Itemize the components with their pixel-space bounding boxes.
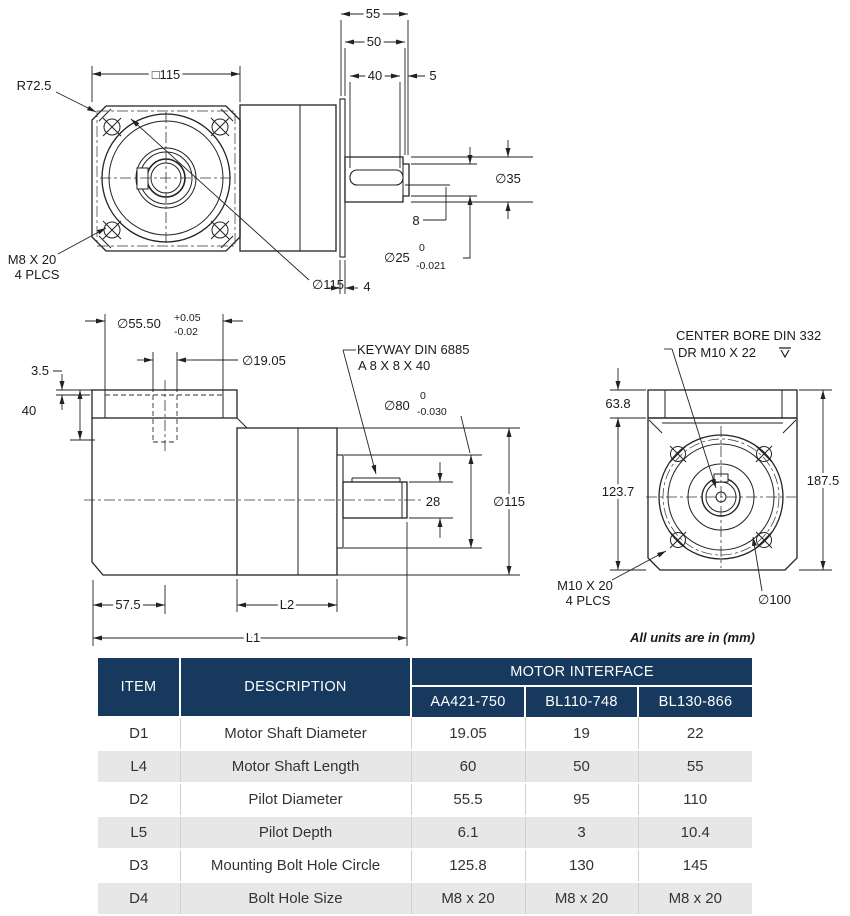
header-model-bl130-866: BL130-866	[638, 686, 752, 717]
side-flange-len-label: 40	[21, 403, 37, 418]
cell-value: 55.5	[411, 783, 525, 816]
rear-bolt-note-line2: 4 PLCS	[565, 593, 611, 608]
side-pilot-tol-lower: -0.02	[174, 326, 198, 338]
front-bolt-note-line2: 4 PLCS	[14, 267, 60, 282]
rear-view-geometry	[646, 390, 797, 570]
side-pilot-dia-label: ∅55.50	[117, 316, 161, 331]
top-end-dia-tol-lower: -0.021	[416, 260, 446, 272]
top-end-dia-tol-upper: 0	[419, 242, 425, 254]
rear-top-height-label: 63.8	[605, 396, 631, 411]
table-row-d4	[98, 882, 752, 915]
cell-description: Motor Shaft Length	[180, 750, 411, 783]
motor-interface-table	[98, 658, 752, 916]
cell-value: M8 x 20	[411, 882, 525, 915]
cell-value: 145	[638, 849, 752, 882]
header-item: ITEM	[98, 658, 180, 717]
side-dim-l1: L1	[245, 630, 261, 645]
cell-value: 125.8	[411, 849, 525, 882]
keyway-note-line1: KEYWAY DIN 6885	[357, 342, 470, 357]
cell-item: D1	[98, 717, 180, 750]
front-corner-radius-label: R72.5	[16, 78, 52, 93]
keyway-note-line2: A 8 X 8 X 40	[358, 358, 431, 373]
cell-value: 19.05	[411, 717, 525, 750]
cell-value: 50	[525, 750, 638, 783]
cell-description: Motor Shaft Diameter	[180, 717, 411, 750]
side-out-pilot-tol-lower: -0.030	[417, 406, 447, 418]
table-row-d1	[98, 717, 752, 750]
top-view-geometry	[240, 99, 409, 257]
table-row-d2	[98, 783, 752, 816]
cell-value: 3	[525, 816, 638, 849]
cell-value: 130	[525, 849, 638, 882]
table-header-row-group	[98, 658, 752, 686]
rear-bore-note-line1: CENTER BORE DIN 332	[676, 328, 822, 343]
cell-item: L4	[98, 750, 180, 783]
rear-lower-height-label: 123.7	[601, 484, 635, 499]
cell-value: 10.4	[638, 816, 752, 849]
table-row-l5	[98, 816, 752, 849]
top-shaft-dia-label: ∅35	[495, 171, 521, 186]
cell-description: Pilot Diameter	[180, 783, 411, 816]
cell-description: Pilot Depth	[180, 816, 411, 849]
cell-item: D4	[98, 882, 180, 915]
side-housing-dia-label: ∅115	[492, 494, 526, 509]
cell-value: 19	[525, 717, 638, 750]
header-model-bl110-748: BL110-748	[525, 686, 638, 717]
cell-description: Mounting Bolt Hole Circle	[180, 849, 411, 882]
depth-symbol	[779, 348, 791, 357]
front-view-dimensions	[56, 66, 309, 280]
front-view-geometry	[92, 106, 240, 251]
top-dim-shaft: 50	[366, 34, 382, 49]
header-model-aa421-750: AA421-750	[411, 686, 525, 717]
top-plate-thickness-label: 4	[363, 279, 371, 294]
front-square-dim-label: □115	[151, 67, 181, 82]
side-pilot-tol-upper: +0.05	[174, 312, 201, 324]
cell-value: M8 x 20	[638, 882, 752, 915]
cell-item: L5	[98, 816, 180, 849]
table-row-l4	[98, 750, 752, 783]
cell-item: D2	[98, 783, 180, 816]
rear-bolt-note-line1: M10 X 20	[557, 578, 613, 593]
side-out-pilot-dia-label: ∅80	[384, 398, 410, 413]
cell-value: 95	[525, 783, 638, 816]
side-bore-dia-label: ∅19.05	[242, 353, 286, 368]
cell-description: Bolt Hole Size	[180, 882, 411, 915]
side-out-shaft-dia-label: 28	[425, 494, 441, 509]
top-dim-keyway: 40	[367, 68, 383, 83]
front-body-dia-label: ∅115	[311, 277, 345, 292]
top-end-dia-label: ∅25	[384, 250, 410, 265]
header-motor-interface: MOTOR INTERFACE	[411, 658, 752, 686]
units-note: All units are in (mm)	[630, 630, 755, 645]
front-bolt-note-line1: M8 X 20	[7, 252, 57, 267]
cell-value: 6.1	[411, 816, 525, 849]
side-view-geometry	[84, 380, 430, 575]
cell-value: M8 x 20	[525, 882, 638, 915]
rear-total-height-label: 187.5	[806, 473, 840, 488]
cell-value: 110	[638, 783, 752, 816]
cell-value: 22	[638, 717, 752, 750]
side-dim-body: 57.5	[115, 597, 141, 612]
side-lip-label: 3.5	[30, 363, 50, 378]
header-description: DESCRIPTION	[180, 658, 411, 717]
table-row-d3	[98, 849, 752, 882]
rear-bore-note-line2: DR M10 X 22	[678, 345, 757, 360]
cell-value: 55	[638, 750, 752, 783]
cell-value: 60	[411, 750, 525, 783]
cell-item: D3	[98, 849, 180, 882]
rear-bolt-circle-dia-label: ∅100	[758, 592, 792, 607]
top-dim-end: 5	[429, 68, 437, 83]
side-out-pilot-tol-upper: 0	[420, 390, 426, 402]
top-dim-total: 55	[365, 6, 381, 21]
side-dim-l2: L2	[279, 597, 295, 612]
top-keyway-depth-label: 8	[412, 213, 420, 228]
top-view-dimensions	[327, 14, 533, 294]
